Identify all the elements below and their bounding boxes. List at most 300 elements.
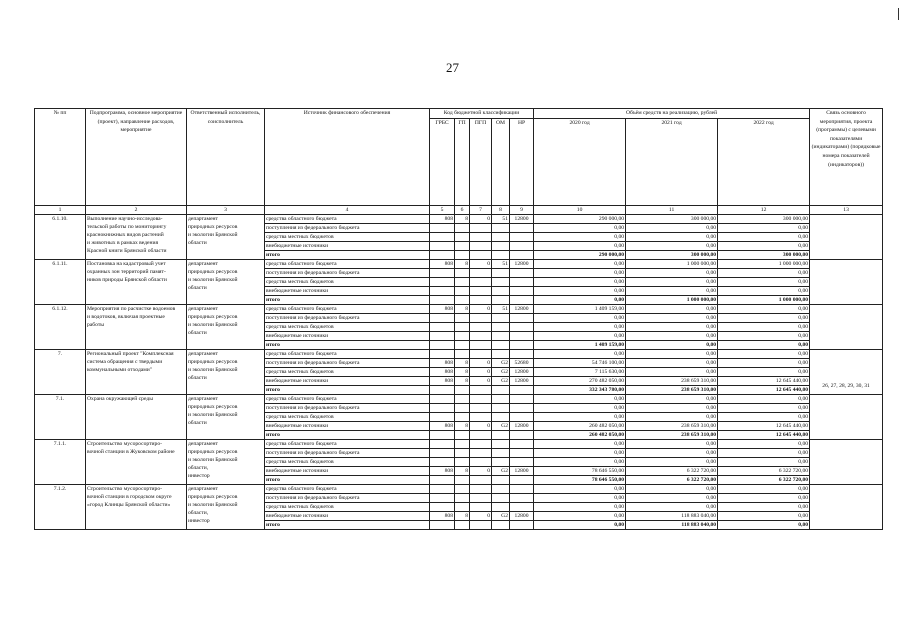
- amount-2022: 0,00: [718, 494, 810, 503]
- amount-2022: 300 000,00: [718, 251, 810, 260]
- amount-2021: 238 659 310,00: [626, 386, 718, 395]
- budget-code: [455, 449, 470, 458]
- budget-code: [430, 386, 455, 395]
- column-number: 5: [430, 206, 455, 215]
- executor-line: области: [188, 285, 207, 291]
- funding-source: средства областного бюджета: [265, 260, 430, 269]
- funding-source: поступления из федерального бюджета: [265, 449, 430, 458]
- funding-source: внебюджетные источники: [265, 377, 430, 386]
- budget-code: 12800: [510, 467, 534, 476]
- executor-line: природных ресурсов: [188, 314, 238, 320]
- budget-table: [34, 108, 883, 530]
- indicator-link: [810, 395, 883, 440]
- spacer: [811, 374, 881, 382]
- budget-code: [455, 440, 470, 449]
- executor: [187, 350, 265, 395]
- measure-name: [86, 305, 187, 350]
- amount-2020: 0,00: [534, 260, 626, 269]
- budget-code: 808: [430, 359, 455, 368]
- measure-name-line: Региональный проект "Комплексная: [87, 351, 174, 357]
- funding-source: средства местных бюджетов: [265, 368, 430, 377]
- budget-code: [455, 476, 470, 485]
- budget-code: [455, 458, 470, 467]
- funding-source: средства областного бюджета: [265, 350, 430, 359]
- budget-code: [470, 314, 492, 323]
- budget-code: [470, 287, 492, 296]
- amount-2022: 0,00: [718, 332, 810, 341]
- amount-2022: 0,00: [718, 314, 810, 323]
- amount-2021: 0,00: [626, 413, 718, 422]
- budget-code: [455, 242, 470, 251]
- amount-2022: 0,00: [718, 413, 810, 422]
- budget-code: [510, 431, 534, 440]
- budget-code: [510, 440, 534, 449]
- executor-line: департамент: [188, 306, 218, 312]
- measure-name-line: и животных в рамках ведения: [87, 240, 159, 246]
- column-number: 9: [510, 206, 534, 215]
- budget-code: [430, 395, 455, 404]
- column-number: 11: [626, 206, 718, 215]
- measure-name: [86, 215, 187, 260]
- budget-code: [455, 278, 470, 287]
- measure-name: [86, 395, 187, 440]
- budget-code: [470, 413, 492, 422]
- budget-code: 51: [492, 215, 510, 224]
- budget-code: [510, 323, 534, 332]
- row-number: 7.1.: [35, 395, 86, 440]
- budget-code: [470, 296, 492, 305]
- column-number: 12: [718, 206, 810, 215]
- executor-line: природных ресурсов: [188, 494, 238, 500]
- amount-2022: 0,00: [718, 485, 810, 494]
- measure-name-line: Охрана окружающей среды: [87, 396, 153, 402]
- budget-code: [430, 494, 455, 503]
- budget-code: 808: [430, 422, 455, 431]
- budget-code: [492, 287, 510, 296]
- amount-2020: 0,00: [534, 350, 626, 359]
- amount-2021: 0,00: [626, 494, 718, 503]
- funding-source: итого: [265, 341, 430, 350]
- budget-code: [455, 395, 470, 404]
- executor: [187, 305, 265, 350]
- amount-2020: 260 482 050,00: [534, 422, 626, 431]
- header-year-2022: 2022 год: [718, 119, 810, 206]
- amount-2021: 0,00: [626, 341, 718, 350]
- amount-2021: 0,00: [626, 323, 718, 332]
- budget-code: G2: [492, 512, 510, 521]
- amount-2022: 0,00: [718, 440, 810, 449]
- executor-line: природных ресурсов: [188, 359, 238, 365]
- amount-2021: 118 883 040,00: [626, 521, 718, 530]
- budget-code: 0: [470, 359, 492, 368]
- budget-code: [470, 350, 492, 359]
- indicator-link: [810, 350, 883, 395]
- amount-2021: 0,00: [626, 395, 718, 404]
- budget-code: 8: [455, 422, 470, 431]
- column-number: 8: [492, 206, 510, 215]
- table-row: [35, 485, 883, 494]
- budget-code: [510, 386, 534, 395]
- funding-source: поступления из федерального бюджета: [265, 494, 430, 503]
- budget-code: 51: [492, 260, 510, 269]
- budget-code: [470, 440, 492, 449]
- table-row: [35, 305, 883, 314]
- amount-2022: 0,00: [718, 323, 810, 332]
- budget-code: [492, 296, 510, 305]
- budget-code: [430, 278, 455, 287]
- amount-2020: 1 409 159,00: [534, 341, 626, 350]
- budget-code: [510, 350, 534, 359]
- amount-2020: 0,00: [534, 323, 626, 332]
- measure-name-line: [87, 419, 185, 427]
- column-number: 10: [534, 206, 626, 215]
- amount-2022: 0,00: [718, 305, 810, 314]
- measure-name-line: и водотоков, включая проектные: [87, 314, 165, 320]
- amount-2020: 0,00: [534, 314, 626, 323]
- amount-2021: 0,00: [626, 314, 718, 323]
- budget-code: 8: [455, 359, 470, 368]
- budget-code: [455, 269, 470, 278]
- budget-code: 808: [430, 260, 455, 269]
- amount-2022: 0,00: [718, 503, 810, 512]
- amount-2020: 270 482 050,00: [534, 377, 626, 386]
- budget-code: [470, 341, 492, 350]
- budget-code: [510, 521, 534, 530]
- funding-source: средства местных бюджетов: [265, 413, 430, 422]
- indicator-link: [810, 305, 883, 350]
- amount-2021: 0,00: [626, 503, 718, 512]
- amount-2021: 0,00: [626, 224, 718, 233]
- scan-corner-mark: [898, 8, 899, 20]
- budget-code: 12800: [510, 260, 534, 269]
- amount-2021: 1 000 000,00: [626, 296, 718, 305]
- budget-code: [470, 458, 492, 467]
- budget-code: [492, 494, 510, 503]
- amount-2022: 6 322 720,00: [718, 476, 810, 485]
- amount-2021: 0,00: [626, 458, 718, 467]
- budget-code: 0: [470, 260, 492, 269]
- budget-code: [430, 233, 455, 242]
- measure-name-line: Строительство мусоросортиро-: [87, 486, 162, 492]
- amount-2021: 238 659 310,00: [626, 377, 718, 386]
- amount-2022: 0,00: [718, 368, 810, 377]
- executor-line: департамент: [188, 216, 218, 222]
- amount-2020: 0,00: [534, 440, 626, 449]
- budget-code: [492, 521, 510, 530]
- budget-code: [430, 413, 455, 422]
- budget-code: [430, 287, 455, 296]
- budget-code: [492, 314, 510, 323]
- budget-code: 8: [455, 305, 470, 314]
- row-number: 6.1.12.: [35, 305, 86, 350]
- budget-code: [492, 224, 510, 233]
- amount-2020: 0,00: [534, 512, 626, 521]
- budget-code: [430, 503, 455, 512]
- measure-name-line: [87, 411, 185, 419]
- budget-code: [510, 413, 534, 422]
- budget-code: [455, 494, 470, 503]
- measure-name-line: [87, 509, 185, 517]
- budget-code: [492, 332, 510, 341]
- spacer: [811, 358, 881, 366]
- executor-line: области,: [188, 510, 209, 516]
- executor-line: и экологии Брянской: [188, 232, 238, 238]
- column-number: 2: [86, 206, 187, 215]
- budget-code: [470, 521, 492, 530]
- budget-code: [455, 251, 470, 260]
- amount-2021: 238 659 310,00: [626, 422, 718, 431]
- amount-2020: 290 000,00: [534, 251, 626, 260]
- funding-source: поступления из федерального бюджета: [265, 269, 430, 278]
- budget-code: [470, 431, 492, 440]
- budget-code: 12800: [510, 368, 534, 377]
- measure-name-line: система обращения с твердыми: [87, 359, 163, 365]
- indicator-link-text: 26, 27, 28, 29, 30, 31: [822, 383, 870, 389]
- budget-code: [492, 458, 510, 467]
- budget-code: [510, 458, 534, 467]
- budget-code: [470, 449, 492, 458]
- budget-code: 808: [430, 368, 455, 377]
- row-number: 7.1.1.: [35, 440, 86, 485]
- amount-2022: 0,00: [718, 269, 810, 278]
- budget-code: [455, 287, 470, 296]
- amount-2022: 0,00: [718, 287, 810, 296]
- budget-code: 808: [430, 467, 455, 476]
- budget-code: 8: [455, 512, 470, 521]
- row-number: 7.: [35, 350, 86, 395]
- executor: [187, 260, 265, 305]
- budget-code: [455, 521, 470, 530]
- amount-2021: 0,00: [626, 485, 718, 494]
- measure-name-line: охранных зон территорий памят-: [87, 269, 166, 275]
- budget-code: 8: [455, 368, 470, 377]
- amount-2022: 0,00: [718, 359, 810, 368]
- budget-code: [430, 341, 455, 350]
- amount-2021: 6 322 720,00: [626, 476, 718, 485]
- funding-source: итого: [265, 386, 430, 395]
- budget-code: [510, 287, 534, 296]
- budget-code: 0: [470, 377, 492, 386]
- budget-code: [492, 278, 510, 287]
- column-number: 6: [455, 206, 470, 215]
- amount-2020: 0,00: [534, 503, 626, 512]
- funding-source: средства местных бюджетов: [265, 323, 430, 332]
- budget-code: [510, 296, 534, 305]
- funding-source: внебюджетные источники: [265, 512, 430, 521]
- budget-code: [455, 341, 470, 350]
- funding-source: итого: [265, 476, 430, 485]
- header-link: Связь основного мероприятия, проекта (программы) с целевыми показателями (индикаторами) (порядковые номера показателей (индикаторов)): [810, 109, 883, 206]
- funding-source: внебюджетные источники: [265, 242, 430, 251]
- budget-code: [492, 503, 510, 512]
- measure-name: [86, 260, 187, 305]
- table-row: [35, 260, 883, 269]
- funding-source: итого: [265, 296, 430, 305]
- budget-code: [492, 242, 510, 251]
- budget-code: [470, 233, 492, 242]
- executor-line: инвестор: [188, 518, 210, 524]
- budget-code: 808: [430, 512, 455, 521]
- amount-2020: 78 646 550,00: [534, 476, 626, 485]
- budget-code: [470, 404, 492, 413]
- indicator-link: [810, 485, 883, 530]
- funding-source: поступления из федерального бюджета: [265, 359, 430, 368]
- measure-name-line: Выполнение научно-исследова-: [87, 216, 163, 222]
- amount-2022: 0,00: [718, 224, 810, 233]
- budget-code: 12800: [510, 215, 534, 224]
- amount-2022: 0,00: [718, 404, 810, 413]
- executor-line: области: [188, 375, 207, 381]
- amount-2021: 300 000,00: [626, 251, 718, 260]
- amount-2021: 0,00: [626, 404, 718, 413]
- budget-code: [492, 395, 510, 404]
- amount-2020: 332 343 780,00: [534, 386, 626, 395]
- budget-code: [455, 314, 470, 323]
- budget-code: G2: [492, 359, 510, 368]
- budget-code: [492, 404, 510, 413]
- budget-code: [510, 395, 534, 404]
- amount-2020: 0,00: [534, 494, 626, 503]
- amount-2022: 300 000,00: [718, 215, 810, 224]
- budget-code: [470, 278, 492, 287]
- header-code-gp: ГП: [455, 119, 470, 206]
- budget-code: [430, 521, 455, 530]
- executor-line: департамент: [188, 441, 218, 447]
- budget-code: [430, 485, 455, 494]
- amount-2020: 0,00: [534, 413, 626, 422]
- measure-name-line: ников природы Брянской области: [87, 277, 167, 283]
- measure-name-line: [87, 374, 185, 382]
- budget-code: [430, 323, 455, 332]
- amount-2022: 0,00: [718, 233, 810, 242]
- measure-name-line: работы: [87, 322, 105, 328]
- amount-2022: 0,00: [718, 395, 810, 404]
- amount-2020: 0,00: [534, 287, 626, 296]
- budget-code: [455, 431, 470, 440]
- measure-name-line: [87, 456, 185, 464]
- budget-code: [510, 341, 534, 350]
- budget-code: [510, 278, 534, 287]
- executor: [187, 485, 265, 530]
- budget-code: [430, 269, 455, 278]
- funding-source: итого: [265, 431, 430, 440]
- column-numbers-row: [35, 206, 883, 215]
- budget-code: 12800: [510, 512, 534, 521]
- budget-code: [455, 332, 470, 341]
- spacer: [811, 350, 881, 358]
- budget-code: [492, 251, 510, 260]
- funding-source: внебюджетные источники: [265, 287, 430, 296]
- budget-code: [470, 503, 492, 512]
- budget-code: 12800: [510, 305, 534, 314]
- amount-2021: 0,00: [626, 359, 718, 368]
- budget-code: [430, 314, 455, 323]
- budget-code: [470, 395, 492, 404]
- budget-code: [455, 233, 470, 242]
- amount-2021: 0,00: [626, 305, 718, 314]
- executor: [187, 395, 265, 440]
- budget-code: [510, 224, 534, 233]
- budget-code: [510, 449, 534, 458]
- budget-code: [455, 404, 470, 413]
- amount-2022: 0,00: [718, 341, 810, 350]
- funding-source: внебюджетные источники: [265, 422, 430, 431]
- budget-code: [430, 404, 455, 413]
- measure-name: [86, 440, 187, 485]
- amount-2021: 0,00: [626, 440, 718, 449]
- budget-code: [470, 323, 492, 332]
- budget-code: [510, 485, 534, 494]
- funding-source: средства местных бюджетов: [265, 458, 430, 467]
- header-year-2021: 2021 год: [626, 119, 718, 206]
- header-budget-code: Код бюджетной классификации: [430, 109, 534, 119]
- indicator-link: [810, 260, 883, 305]
- budget-code: [430, 251, 455, 260]
- amount-2021: 0,00: [626, 368, 718, 377]
- amount-2021: 0,00: [626, 278, 718, 287]
- budget-code: [430, 476, 455, 485]
- header-executor: Ответственный исполнитель, соисполнитель: [187, 109, 265, 206]
- budget-code: [430, 332, 455, 341]
- amount-2021: 0,00: [626, 287, 718, 296]
- budget-code: [492, 449, 510, 458]
- budget-code: [430, 296, 455, 305]
- amount-2020: 0,00: [534, 395, 626, 404]
- budget-code: [492, 386, 510, 395]
- budget-code: [430, 242, 455, 251]
- header-volume: Объём средств на реализацию, рублей: [534, 109, 810, 119]
- budget-code: 12800: [510, 377, 534, 386]
- budget-code: [470, 386, 492, 395]
- budget-code: [510, 251, 534, 260]
- amount-2020: 0,00: [534, 233, 626, 242]
- budget-code: [510, 269, 534, 278]
- budget-code: [510, 242, 534, 251]
- amount-2022: 12 645 440,00: [718, 422, 810, 431]
- executor-line: и экологии Брянской: [188, 502, 238, 508]
- executor-line: природных ресурсов: [188, 269, 238, 275]
- executor-line: департамент: [188, 261, 218, 267]
- budget-code: [430, 458, 455, 467]
- indicator-link: [810, 215, 883, 260]
- table-body: [35, 206, 883, 530]
- budget-code: [470, 269, 492, 278]
- budget-code: 808: [430, 377, 455, 386]
- table-row: [35, 440, 883, 449]
- amount-2020: 0,00: [534, 521, 626, 530]
- executor-line: области: [188, 330, 207, 336]
- amount-2022: 12 645 440,00: [718, 431, 810, 440]
- funding-source: средства областного бюджета: [265, 485, 430, 494]
- amount-2020: 0,00: [534, 269, 626, 278]
- amount-2022: 1 000 000,00: [718, 260, 810, 269]
- amount-2022: 12 645 440,00: [718, 386, 810, 395]
- budget-code: [510, 233, 534, 242]
- executor-line: и экологии Брянской: [188, 367, 238, 373]
- amount-2020: 0,00: [534, 485, 626, 494]
- executor-line: и экологии Брянской: [188, 412, 238, 418]
- spacer: [811, 366, 881, 374]
- amount-2022: 0,00: [718, 521, 810, 530]
- budget-code: [492, 485, 510, 494]
- table-row: [35, 350, 883, 359]
- executor-line: департамент: [188, 351, 218, 357]
- budget-code: [430, 440, 455, 449]
- amount-2021: 0,00: [626, 350, 718, 359]
- budget-code: [455, 413, 470, 422]
- executor-line: департамент: [188, 486, 218, 492]
- row-number: 6.1.11.: [35, 260, 86, 305]
